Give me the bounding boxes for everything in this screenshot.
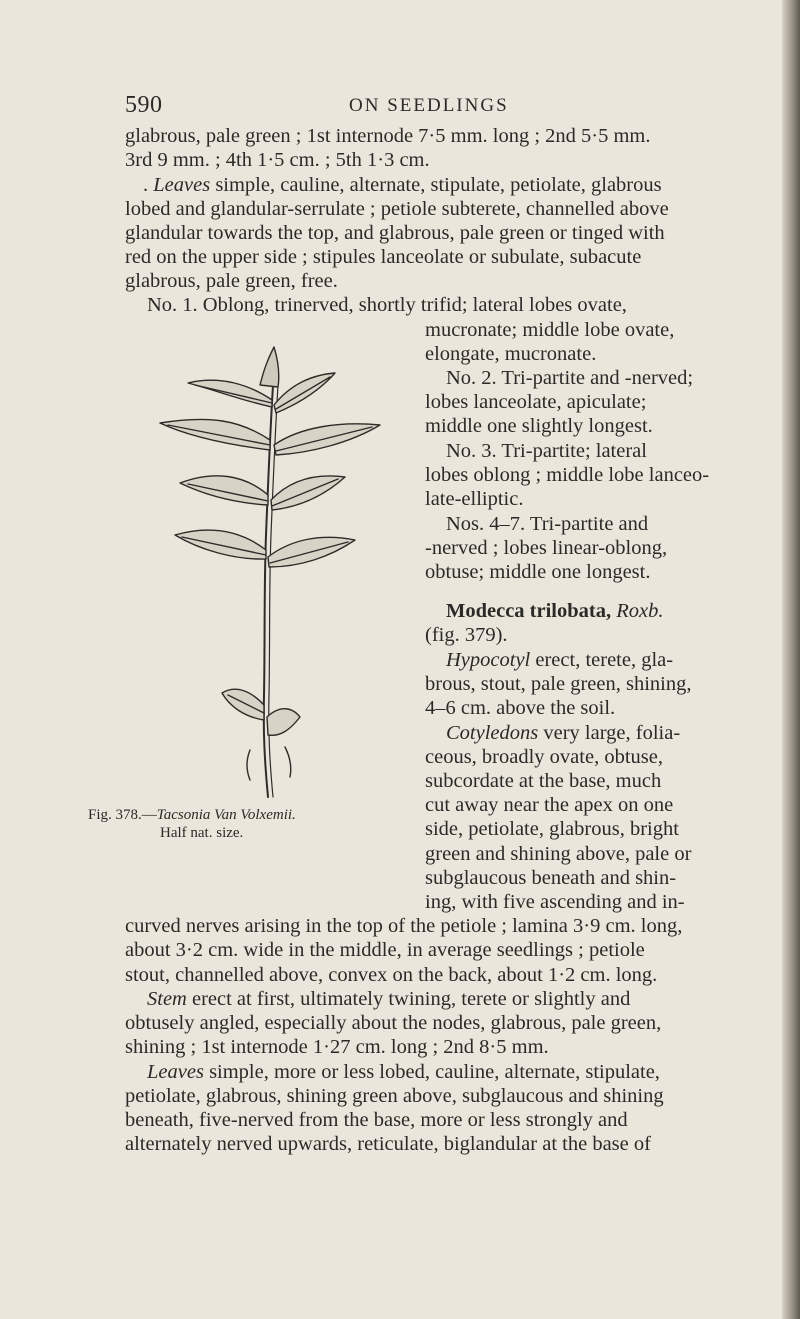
text-line bbox=[147, 988, 630, 1011]
text-line bbox=[125, 1133, 651, 1156]
text-line bbox=[125, 939, 645, 962]
text-segment: Leaves bbox=[153, 174, 211, 196]
text-segment: subglaucous beneath and shin- bbox=[425, 867, 677, 889]
text-segment: glabrous, pale green ; 1st internode 7·5 mm. long ; 2nd 5·5 mm. bbox=[125, 125, 651, 147]
text-segment: erect at first, ultimately twining, terete or slightly and bbox=[186, 988, 631, 1010]
text-line bbox=[425, 537, 667, 560]
text-line bbox=[143, 174, 662, 197]
text-segment: simple, cauline, alternate, stipulate, petiolate, glabrous bbox=[210, 174, 662, 196]
text-line bbox=[446, 649, 673, 672]
seedling-illustration bbox=[140, 345, 415, 800]
text-segment: beneath, five-nerved from the base, more or less strongly and bbox=[125, 1109, 628, 1131]
text-segment: ing, with five ascending and in- bbox=[425, 891, 685, 913]
text-line bbox=[425, 561, 650, 584]
text-segment: erect, terete, gla- bbox=[530, 649, 674, 671]
text-line bbox=[125, 246, 641, 269]
text-line bbox=[446, 513, 648, 536]
text-line bbox=[125, 915, 682, 938]
text-line bbox=[425, 319, 674, 342]
text-segment: 3rd 9 mm. ; 4th 1·5 cm. ; 5th 1·3 cm. bbox=[125, 149, 430, 171]
page-number: 590 bbox=[125, 92, 163, 118]
text-line bbox=[425, 673, 691, 696]
text-line bbox=[425, 818, 679, 841]
text-line bbox=[125, 1109, 628, 1132]
text-line bbox=[125, 964, 657, 987]
text-segment: Hypocotyl bbox=[446, 649, 531, 671]
text-segment: stout, channelled above, convex on the back, about 1·2 cm. long. bbox=[125, 964, 658, 986]
text-segment: curved nerves arising in the top of the petiole ; lamina 3·9 cm. long, bbox=[125, 915, 683, 937]
figure-caption bbox=[88, 807, 296, 824]
text-segment: No. 2. Tri-partite and -nerved; bbox=[446, 367, 694, 389]
figure-caption-scale: Half nat. size. bbox=[160, 825, 244, 841]
text-segment: subcordate at the base, much bbox=[425, 770, 662, 792]
text-line bbox=[425, 624, 508, 647]
text-line bbox=[425, 697, 615, 720]
text-line bbox=[425, 794, 673, 817]
text-segment: cut away near the apex on one bbox=[425, 794, 674, 816]
text-segment: simple, more or less lobed, cauline, alternate, stipulate, bbox=[203, 1061, 660, 1083]
text-line bbox=[147, 294, 627, 317]
text-segment: about 3·2 cm. wide in the middle, in average seedlings ; petiole bbox=[125, 939, 645, 961]
text-segment: Cotyledons bbox=[446, 722, 539, 744]
text-segment: brous, stout, pale green, shining, bbox=[425, 673, 692, 695]
text-segment: very large, folia- bbox=[538, 722, 681, 744]
text-segment: 4–6 cm. above the soil. bbox=[425, 697, 616, 719]
text-segment: middle one slightly longest. bbox=[425, 415, 653, 437]
text-segment: . bbox=[143, 174, 154, 196]
figure-caption-prefix: Fig. 378.— bbox=[88, 807, 157, 823]
running-header bbox=[125, 92, 765, 122]
text-line bbox=[425, 891, 685, 914]
text-segment: glandular towards the top, and glabrous, pale green or tinged with bbox=[125, 222, 665, 244]
text-line bbox=[125, 222, 665, 245]
text-line bbox=[425, 843, 691, 866]
text-segment: Leaves bbox=[147, 1061, 204, 1083]
text-line bbox=[125, 1012, 661, 1035]
text-line bbox=[425, 391, 646, 414]
text-segment: late-elliptic. bbox=[425, 488, 524, 510]
text-segment: Modecca trilobata, bbox=[446, 600, 617, 622]
text-line bbox=[125, 125, 651, 148]
text-line bbox=[425, 746, 663, 769]
text-segment: (fig. 379). bbox=[425, 624, 508, 646]
text-line bbox=[425, 415, 653, 438]
text-line bbox=[147, 1061, 660, 1084]
text-line bbox=[446, 722, 680, 745]
text-line bbox=[425, 343, 596, 366]
text-segment: Stem bbox=[147, 988, 187, 1010]
text-segment: lobes lanceolate, apiculate; bbox=[425, 391, 647, 413]
figure-caption-species: Tacsonia Van Volxemii. bbox=[156, 807, 296, 823]
text-line bbox=[425, 770, 661, 793]
text-line bbox=[125, 270, 338, 293]
text-segment: petiolate, glabrous, shining green above, subglaucous and shining bbox=[125, 1085, 664, 1107]
text-line bbox=[125, 198, 669, 221]
text-segment: alternately nerved upwards, reticulate, biglandular at the base of bbox=[125, 1133, 651, 1155]
page-edge-shadow bbox=[782, 0, 800, 1319]
text-line bbox=[425, 867, 676, 890]
text-line bbox=[125, 1085, 664, 1108]
running-title: ON SEEDLINGS bbox=[349, 95, 509, 116]
text-segment: elongate, mucronate. bbox=[425, 343, 597, 365]
text-segment: ceous, broadly ovate, obtuse, bbox=[425, 746, 663, 768]
text-segment: -nerved ; lobes linear-oblong, bbox=[425, 537, 668, 559]
text-segment: mucronate; middle lobe ovate, bbox=[425, 319, 675, 341]
text-segment: obtuse; middle one longest. bbox=[425, 561, 651, 583]
text-line bbox=[425, 464, 709, 487]
text-segment: lobes oblong ; middle lobe lanceo- bbox=[425, 464, 710, 486]
text-line bbox=[125, 1036, 549, 1059]
text-line bbox=[446, 600, 663, 623]
text-line bbox=[425, 488, 523, 511]
text-segment: red on the upper side ; stipules lanceolate or subulate, subacute bbox=[125, 246, 642, 268]
text-segment: Nos. 4–7. Tri-partite and bbox=[446, 513, 649, 535]
text-segment: green and shining above, pale or bbox=[425, 843, 692, 865]
text-segment: glabrous, pale green, free. bbox=[125, 270, 338, 292]
text-segment: lobed and glandular-serrulate ; petiole subterete, channelled above bbox=[125, 198, 669, 220]
text-segment: shining ; 1st internode 1·27 cm. long ; 2nd 8·5 mm. bbox=[125, 1036, 549, 1058]
text-line bbox=[446, 440, 647, 463]
text-segment: No. 3. Tri-partite; lateral bbox=[446, 440, 647, 462]
text-line bbox=[125, 149, 430, 172]
text-line bbox=[446, 367, 693, 390]
text-segment: Roxb. bbox=[616, 600, 664, 622]
text-segment: obtusely angled, especially about the nodes, glabrous, pale green, bbox=[125, 1012, 662, 1034]
text-segment: side, petiolate, glabrous, bright bbox=[425, 818, 679, 840]
text-segment: No. 1. Oblong, trinerved, shortly trifid; lateral lobes ovate, bbox=[147, 294, 627, 316]
